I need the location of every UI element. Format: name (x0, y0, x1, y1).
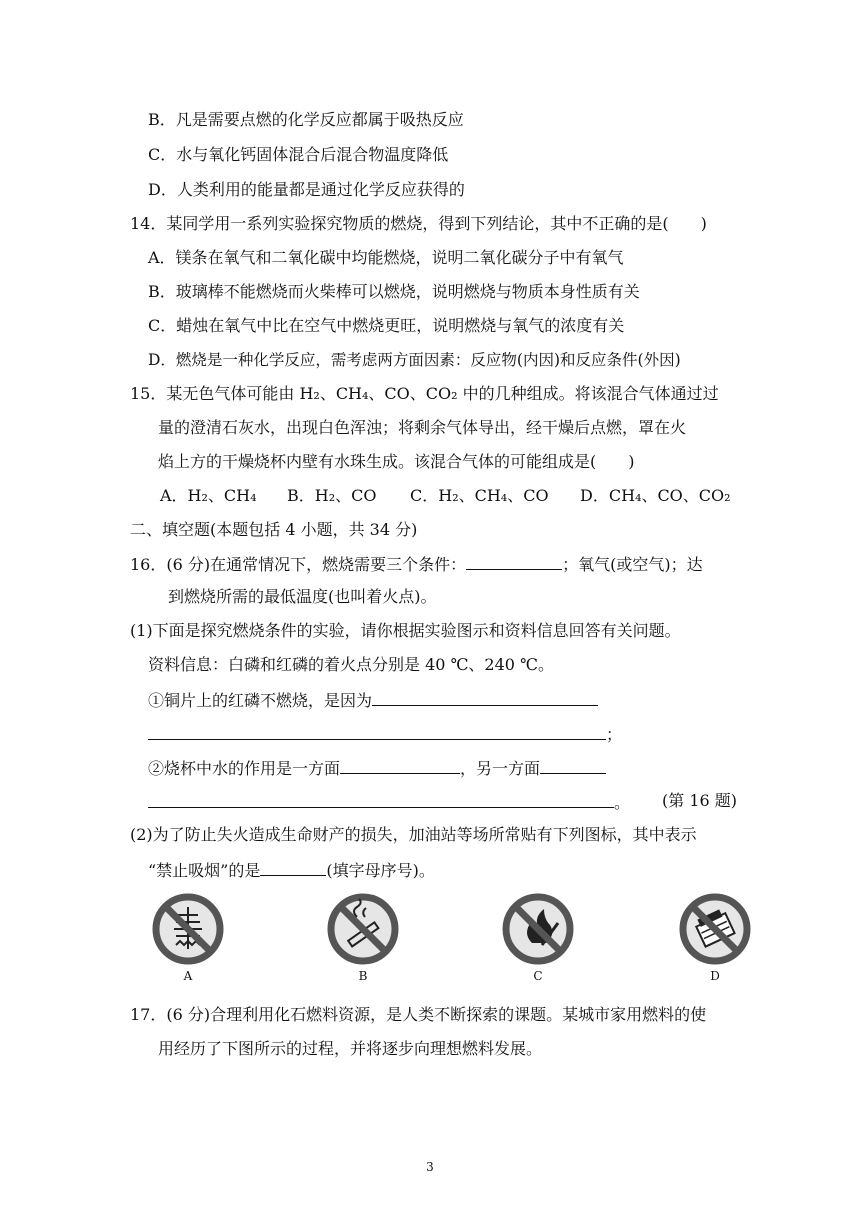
no-matches-icon (679, 893, 751, 965)
q16-part2-line2 (148, 859, 435, 881)
q16-blank-sub2a[interactable] (340, 757, 460, 774)
q16-sub2-text-mid: ，另一方面 (460, 759, 541, 778)
q16-sub2-text: ②烧杯中水的作用是一方面 (148, 759, 341, 778)
q14-option-a: A．镁条在氧气和二氧化碳中均能燃烧，说明二氧化碳分子中有氧气 (148, 248, 624, 267)
sign-a (145, 893, 231, 1003)
q16-blank-part2[interactable] (260, 859, 326, 876)
q15-stem-line2: 量的澄清石灰水，出现白色浑浊；将剩余气体导出，经干燥后点燃，罩在火 (158, 418, 687, 437)
no-open-flame-icon (502, 893, 574, 965)
q16-sub2-line1 (148, 757, 606, 779)
sign-d-label: D (710, 969, 720, 983)
q16-part2-text: “禁止吸烟”的是 (148, 861, 261, 880)
q16-figure-caption: (第 16 题) (662, 791, 738, 810)
q16-part1-heading: (1)下面是探究燃烧条件的实验，请你根据实验图示和资料信息回答有关问题。 (130, 621, 681, 640)
q16-blank-sub2c[interactable] (148, 791, 614, 808)
q16-part2-line1: (2)为了防止失火造成生命财产的损失，加油站等场所常贴有下列图标，其中表示 (130, 825, 697, 844)
q16-blank-condition[interactable] (466, 553, 562, 570)
q13-option-c: C．水与氧化钙固体混合后混合物温度降低 (148, 145, 449, 164)
q15-option-d: D．CH₄、CO、CO₂ (580, 486, 731, 505)
q13-option-d: D．人类利用的能量都是通过化学反应获得的 (148, 180, 465, 199)
q14-option-c: C．蜡烛在氧气中比在空气中燃烧更旺，说明燃烧与氧气的浓度有关 (148, 316, 625, 335)
q16-part2-tail: (填字母序号)。 (326, 861, 435, 880)
q15-option-c: C．H₂、CH₄、CO (410, 486, 549, 505)
q16-blank-sub2b[interactable] (540, 757, 606, 774)
q13-option-b: B．凡是需要点燃的化学反应都属于吸热反应 (148, 110, 464, 129)
q15-option-b: B．H₂、CO (287, 486, 377, 505)
q16-sub1-text: ①铜片上的红磷不燃烧，是因为 (148, 691, 373, 710)
q16-stem-line2: 到燃烧所需的最低温度(也叫着火点)。 (168, 587, 437, 606)
page-number: 3 (426, 1160, 434, 1174)
q14-option-d: D．燃烧是一种化学反应，需考虑两方面因素：反应物(内因)和反应条件(外因) (148, 351, 681, 369)
sign-c (495, 893, 581, 1003)
no-fireworks-icon (152, 893, 224, 965)
sign-a-label: A (183, 969, 193, 983)
q16-period: 。 (614, 793, 631, 812)
q16-sub1-line1 (148, 689, 598, 711)
q16-info: 资料信息：白磷和红磷的着火点分别是 40 ℃、240 ℃。 (148, 655, 554, 674)
q14-stem: 14．某同学用一系列实验探究物质的燃烧，得到下列结论，其中不正确的是( ) (130, 214, 707, 233)
no-smoking-icon (327, 893, 399, 965)
q16-stem-text-tail: ；氧气(或空气)；达 (562, 555, 703, 574)
sign-d (672, 893, 758, 1003)
sign-b-label: B (358, 969, 368, 983)
q14-option-b: B．玻璃棒不能燃烧而火柴棒可以燃烧，说明燃烧与物质本身性质有关 (148, 282, 640, 301)
section-2-heading: 二、填空题(本题包括 4 小题，共 34 分) (130, 520, 418, 539)
q15-stem-line1: 15．某无色气体可能由 H₂、CH₄、CO、CO₂ 中的几种组成。将该混合气体通过过 (130, 384, 719, 403)
q15-option-a: A．H₂、CH₄ (160, 486, 257, 505)
q16-stem-text: 16．(6 分)在通常情况下，燃烧需要三个条件： (130, 555, 467, 574)
q16-semicolon: ； (606, 725, 623, 744)
sign-b (320, 893, 406, 1003)
q16-sub2-line2 (148, 791, 630, 813)
q17-stem-line2: 用经历了下图所示的过程，并将逐步向理想燃料发展。 (158, 1039, 543, 1058)
sign-c-label: C (533, 969, 543, 983)
q17-stem-line1: 17．(6 分)合理利用化石燃料资源，是人类不断探索的课题。某城市家用燃料的使 (130, 1005, 707, 1024)
q16-blank-sub1b[interactable] (148, 723, 606, 740)
q16-blank-sub1a[interactable] (372, 689, 598, 706)
q15-stem-line3: 焰上方的干燥烧杯内壁有水珠生成。该混合气体的可能组成是( ) (158, 452, 635, 471)
q16-stem-line1 (130, 553, 703, 575)
q16-sub1-line2 (148, 723, 622, 745)
